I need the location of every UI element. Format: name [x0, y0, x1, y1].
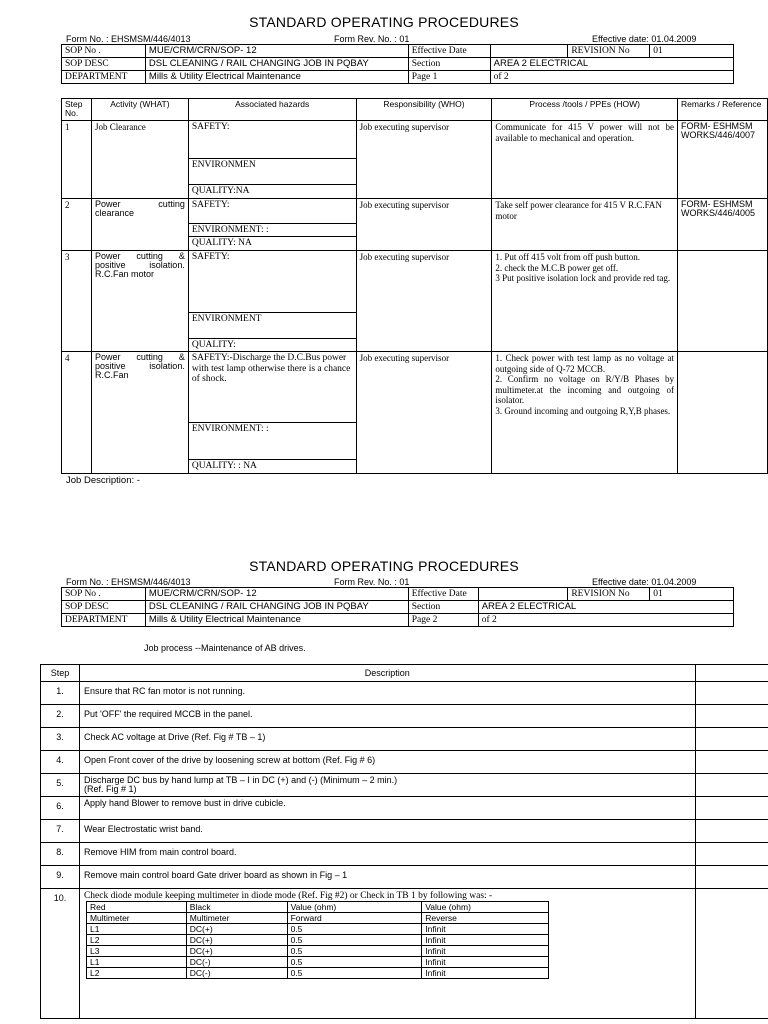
table-row	[41, 889, 768, 1019]
sop-no-value: MUE/CRM/CRN/SOP- 12	[145, 45, 408, 58]
step-description	[79, 774, 695, 797]
step-extra	[695, 820, 768, 843]
diode-cell: 0.5	[287, 924, 422, 935]
step-description	[79, 889, 695, 1019]
col-hazards: Associated hazards	[188, 99, 356, 121]
diode-header: Multimeter	[186, 913, 287, 924]
department-value: Mills & Utility Electrical Maintenance	[145, 614, 408, 627]
table-row	[41, 843, 768, 866]
diode-header: Forward	[287, 913, 422, 924]
sop-desc-label: SOP DESC	[62, 601, 146, 614]
table-row	[62, 199, 768, 251]
step-number: 10.	[41, 889, 80, 1019]
table-row	[41, 820, 768, 843]
step-description: Wear Electrostatic wrist band.	[79, 820, 695, 843]
section-label: Section	[408, 58, 490, 71]
hazards-cell	[188, 199, 356, 251]
hazard-quality: QUALITY: : NA	[191, 461, 257, 471]
hazard-quality: QUALITY:	[191, 340, 236, 350]
step-description: Remove HIM from main control board.	[79, 843, 695, 866]
hazard-environment: ENVIRONMENT: :	[189, 423, 356, 460]
page2-steps-table	[40, 664, 768, 1019]
col-blank	[695, 665, 768, 682]
step-description: Check AC voltage at Drive (Ref. Fig # TB – 1)	[79, 728, 695, 751]
table-row	[41, 728, 768, 751]
process-line: 3 Put positive isolation lock and provide red tag.	[495, 273, 671, 283]
sop-desc-label: SOP DESC	[62, 58, 146, 71]
step-extra	[695, 843, 768, 866]
section-value: AREA 2 ELECTRICAL	[478, 601, 733, 614]
hazard-safety: SAFETY:-Discharge the D.C.Bus power with test lamp otherwise there is a chance of shock.	[189, 352, 356, 423]
remarks: FORM- ESHMSM WORKS/446/4007	[678, 121, 768, 199]
page1-effective-date: Effective date: 01.04.2009	[592, 34, 697, 44]
hazard-environment: ENVIRONMENT	[189, 313, 356, 339]
step-extra	[695, 751, 768, 774]
table-row	[41, 774, 768, 797]
remarks: FORM- ESHMSM WORKS/446/4005	[678, 199, 768, 251]
process: Take self power clearance for 415 V R.C.FAN motor	[492, 199, 678, 251]
activity: Job Clearance	[91, 121, 188, 199]
diode-cell: Infinit	[422, 946, 549, 957]
step-number: 3	[62, 251, 92, 352]
department-label: DEPARTMENT	[62, 71, 146, 84]
col-activity: Activity (WHAT)	[91, 99, 188, 121]
process-line: 2. check the M.C.B power get off.	[495, 262, 619, 273]
hazard-environment: ENVIRONMEN	[189, 159, 356, 185]
page2-form-rev: Form Rev. No. : 01	[334, 577, 410, 587]
col-step-no: Step No.	[62, 99, 92, 121]
diode-row	[86, 968, 548, 979]
diode-cell: Infinit	[422, 924, 549, 935]
process	[492, 251, 678, 352]
col-process: Process /tools / PPEs (HOW)	[492, 99, 678, 121]
diode-cell: 0.5	[287, 946, 422, 957]
diode-cell: L3	[86, 946, 186, 957]
step-number: 9.	[41, 866, 80, 889]
col-description: Description	[79, 665, 695, 682]
sop-desc-value: DSL CLEANING / RAIL CHANGING JOB IN PQBAY	[145, 58, 408, 71]
page-label: Page 2	[408, 614, 478, 627]
sop-desc-value: DSL CLEANING / RAIL CHANGING JOB IN PQBAY	[145, 601, 408, 614]
process	[492, 352, 678, 474]
effective-date-value	[490, 45, 568, 58]
col-responsibility: Responsibility (WHO)	[356, 99, 492, 121]
step-number: 2.	[41, 705, 80, 728]
step-number: 4	[62, 352, 92, 474]
diode-cell: L1	[86, 957, 186, 968]
page-of-label: of 2	[490, 71, 733, 84]
page1-form-rev: Form Rev. No. : 01	[334, 34, 410, 44]
diode-cell: Infinit	[422, 968, 549, 979]
process-line: 1. Check power with test lamp as no voltage at outgoing side of Q-72 MCCB.	[495, 353, 674, 374]
diode-cell: DC(+)	[186, 924, 287, 935]
revision-label: REVISION No	[568, 45, 650, 58]
table-row	[62, 352, 768, 474]
step-extra	[695, 774, 768, 797]
page2-header-table	[61, 587, 734, 627]
sop-no-label: SOP No .	[62, 45, 146, 58]
responsibility: Job executing supervisor	[356, 121, 492, 199]
step-number: 7.	[41, 820, 80, 843]
responsibility: Job executing supervisor	[356, 251, 492, 352]
department-value: Mills & Utility Electrical Maintenance	[145, 71, 408, 84]
responsibility: Job executing supervisor	[356, 352, 492, 474]
diode-cell: L2	[86, 968, 186, 979]
hazard-safety: SAFETY:	[189, 121, 356, 159]
table-row	[41, 751, 768, 774]
page1-title: STANDARD OPERATING PROCEDURES	[249, 14, 519, 30]
hazard-environment: ENVIRONMENT: :	[189, 224, 356, 237]
revision-value: 01	[650, 45, 734, 58]
hazard-quality: QUALITY:NA	[191, 186, 250, 196]
section-label: Section	[408, 601, 478, 614]
page2-effective-date: Effective date: 01.04.2009	[592, 577, 697, 587]
effective-date-label: Effective Date	[408, 45, 490, 58]
diode-cell: L2	[86, 935, 186, 946]
process: Communicate for 415 V power will not be available to mechanical and operation.	[492, 121, 678, 199]
responsibility: Job executing supervisor	[356, 199, 492, 251]
hazard-safety: SAFETY:	[189, 251, 356, 313]
table-row	[41, 797, 768, 820]
step-description: Put 'OFF' the required MCCB in the panel.	[79, 705, 695, 728]
hazard-quality: QUALITY: NA	[191, 238, 252, 248]
diode-cell: DC(-)	[186, 957, 287, 968]
diode-row	[86, 924, 548, 935]
hazard-safety: SAFETY:	[189, 199, 356, 224]
diode-cell: DC(+)	[186, 935, 287, 946]
table-row	[62, 121, 768, 199]
step-description: Open Front cover of the drive by loosening screw at bottom (Ref. Fig # 6)	[79, 751, 695, 774]
step-description: Ensure that RC fan motor is not running.	[79, 682, 695, 705]
sop-no-value: MUE/CRM/CRN/SOP- 12	[145, 588, 408, 601]
diode-header: Red	[86, 902, 186, 913]
step-extra	[695, 705, 768, 728]
page1-form-no: Form No. : EHSMSM/446/4013	[66, 34, 191, 44]
step-extra	[695, 728, 768, 751]
diode-test-table	[86, 901, 549, 979]
col-step: Step	[41, 665, 80, 682]
diode-row	[86, 946, 548, 957]
process-line: 2. Confirm no voltage on R/Y/B Phases by multimeter.at the incoming and outgoing of isolator.	[495, 374, 674, 405]
department-label: DEPARTMENT	[62, 614, 146, 627]
page2-title: STANDARD OPERATING PROCEDURES	[249, 558, 519, 574]
diode-row	[86, 935, 548, 946]
process-line: 3. Ground incoming and outgoing R,Y,B phases.	[495, 405, 671, 416]
step-number: 5.	[41, 774, 80, 797]
diode-header: Black	[186, 902, 287, 913]
effective-date-label: Effective Date	[408, 588, 478, 601]
diode-cell: 0.5	[287, 968, 422, 979]
step-description-line: (Ref. Fig # 1)	[83, 784, 137, 794]
step-extra	[695, 797, 768, 820]
remarks	[678, 352, 768, 474]
diode-row	[86, 957, 548, 968]
step-extra	[695, 866, 768, 889]
section-value: AREA 2 ELECTRICAL	[490, 58, 733, 71]
sop-no-label: SOP No .	[62, 588, 146, 601]
step-extra	[695, 889, 768, 1019]
page-label: Page 1	[408, 71, 490, 84]
revision-value: 01	[650, 588, 734, 601]
job-process-label: Job process --Maintenance of AB drives.	[144, 643, 306, 653]
hazards-cell	[188, 121, 356, 199]
diode-cell: 0.5	[287, 957, 422, 968]
job-description-label: Job Description: -	[66, 475, 140, 486]
diode-cell: 0.5	[287, 935, 422, 946]
diode-header: Reverse	[422, 913, 549, 924]
diode-header: Value (ohm)	[422, 902, 549, 913]
diode-cell: DC(-)	[186, 968, 287, 979]
activity: Power cutting & positive isolation. R.C.Fan motor	[91, 251, 188, 352]
table-row	[41, 682, 768, 705]
hazards-cell	[188, 251, 356, 352]
effective-date-value	[478, 588, 568, 601]
step-number: 3.	[41, 728, 80, 751]
activity: Power cutting & positive isolation. R.C.Fan	[91, 352, 188, 474]
step-description: Remove main control board Gate driver board as shown in Fig – 1	[79, 866, 695, 889]
diode-cell: L1	[86, 924, 186, 935]
diode-header: Value (ohm)	[287, 902, 422, 913]
remarks	[678, 251, 768, 352]
step-description-line: Check diode module keeping multimeter in diode mode (Ref. Fig #2) or Check in TB 1 by following was: -	[83, 891, 493, 901]
diode-header: Multimeter	[86, 913, 186, 924]
diode-cell: Infinit	[422, 957, 549, 968]
step-number: 1.	[41, 682, 80, 705]
process-line: 1. Put off 415 volt from off push button.	[495, 252, 641, 262]
step-number: 2	[62, 199, 92, 251]
step-description-line: Discharge DC bus by hand lump at TB – I in DC (+) and (-) (Minimum – 2 min.)	[83, 775, 398, 785]
table-row	[41, 866, 768, 889]
hazards-cell	[188, 352, 356, 474]
step-number: 6.	[41, 797, 80, 820]
table-row	[62, 251, 768, 352]
page1-header-table	[61, 44, 734, 84]
page-of-label: of 2	[478, 614, 733, 627]
diode-cell: DC(+)	[186, 946, 287, 957]
table-row	[41, 705, 768, 728]
step-number: 1	[62, 121, 92, 199]
step-extra	[695, 682, 768, 705]
revision-label: REVISION No	[568, 588, 650, 601]
step-number: 4.	[41, 751, 80, 774]
page2-form-no: Form No. : EHSMSM/446/4013	[66, 577, 191, 587]
activity: Power cutting clearance	[91, 199, 188, 251]
diode-cell: Infinit	[422, 935, 549, 946]
col-remarks: Remarks / Reference	[678, 99, 768, 121]
step-number: 8.	[41, 843, 80, 866]
page1-steps-table	[61, 98, 768, 474]
step-description: Apply hand Blower to remove bust in drive cubicle.	[79, 797, 695, 820]
